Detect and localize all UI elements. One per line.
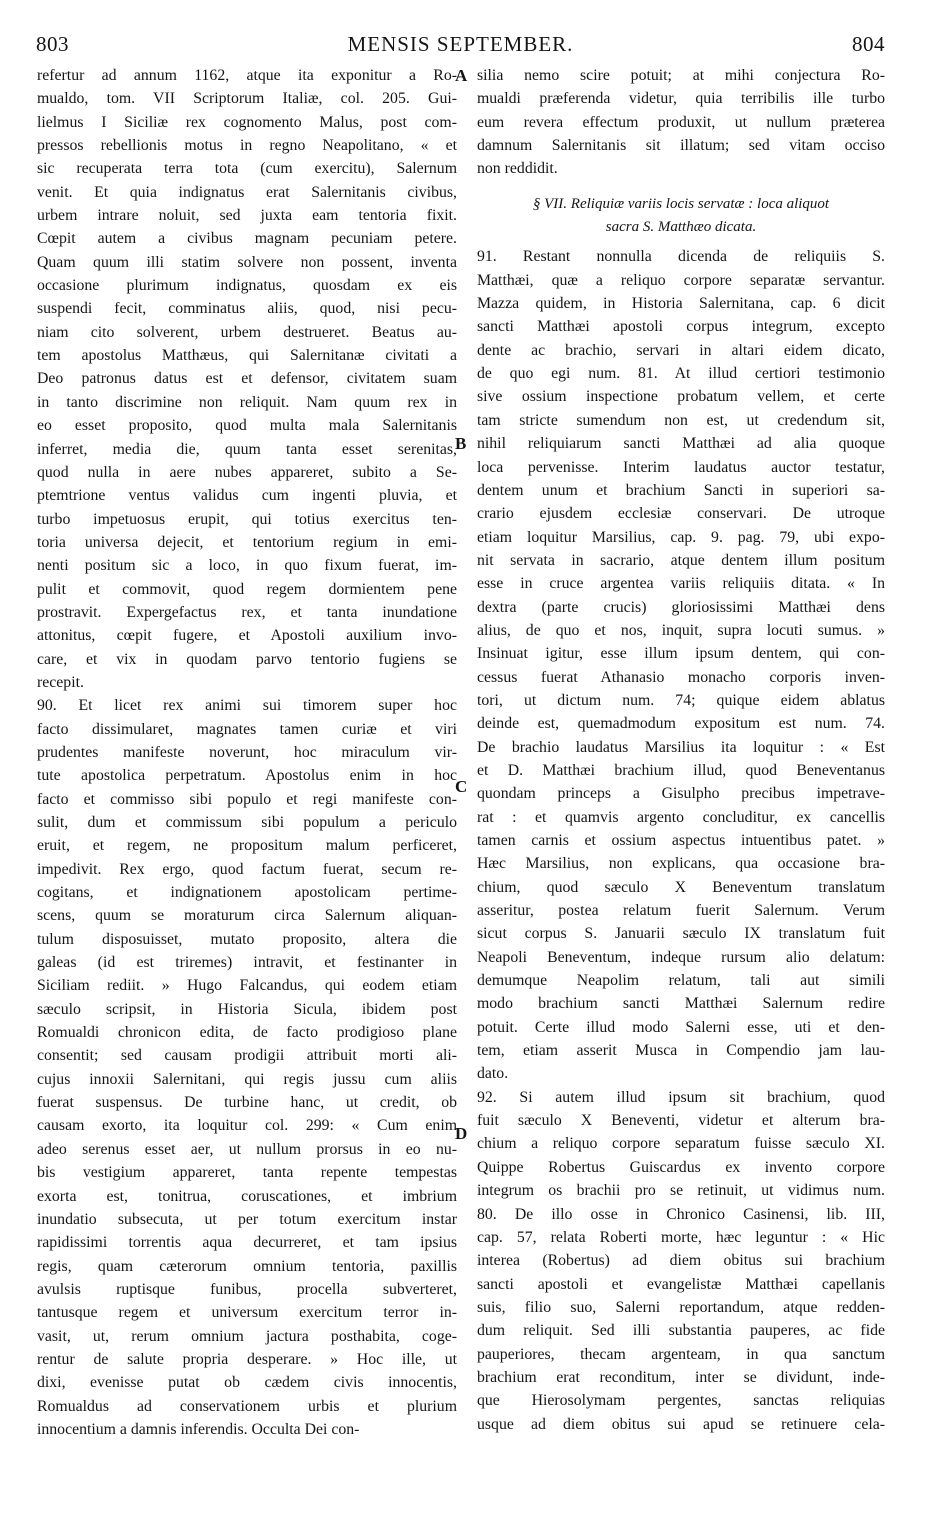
text-line: urbem intrare noluit, sed juxta eam tentoria fixit. [37,207,457,225]
text-line: niam cito solverent, urbem destrueret. Beatus au- [37,323,457,341]
text-line: mualdo, tom. VII Scriptorum Italiæ, col. 205. Gui- [37,90,457,108]
text-line: Hæc Marsilius, non explicans, qua occasione bra- [477,855,885,873]
text-line: rat : et quamvis argento concluditur, ex cancellis [477,808,885,826]
section-title: sacra S. Matthæo dicata. [605,219,757,236]
text-line: Siciliam rediit. » Hugo Falcandus, qui eodem etiam [37,977,457,995]
text-line: etiam loquitur Marsilius, cap. 9. pag. 79, ubi expo- [477,528,885,546]
text-line: tantusque regem et universum exercitum terror in- [37,1304,457,1322]
text-line: tam stricte sumendum non est, ut credendum sit, [477,411,885,429]
text-line: Quippe Robertus Guiscardus ex invento corpore [477,1158,885,1176]
text-line: causam exorto, ita loquitur col. 299: « Cum enim [37,1117,457,1135]
text-line: suspendi fecit, comminatus aliis, quod, nisi pecu- [37,300,457,318]
text-line: Romualdus ad conservationem urbis et plurium [37,1397,457,1415]
text-line: consentit; sed causam prodigii attribuit morti ali- [37,1047,457,1065]
text-line: tori, ut dictum num. 74; quique eidem ablatus [477,691,885,709]
text-line: et D. Matthæi brachium illud, quod Beneventanus [477,761,885,779]
text-line: dum reliquit. Sed illi substantia pauperes, ac fide [477,1322,885,1340]
text-line: Deo patronus datus est et defensor, civitatem suam [37,370,457,388]
text-line: Matthæi, quæ a reliquo corpore separatæ servantur. [477,271,885,289]
text-line: ptemtrione ventus validus cum ingenti pluvia, et [37,487,457,505]
text-line: pressos rebellionis motus in regno Neapolitano, « et [37,137,457,155]
text-line: Insinuat igitur, esse illum ipsum dentem, qui con- [477,645,885,663]
text-line: usque ad diem obitus sui apud se retinuere cela- [477,1415,885,1433]
running-title: MENSIS SEPTEMBER. [347,32,574,56]
text-line: chium a reliquo corpore separatum fuisse sæculo XI. [477,1135,885,1153]
text-line: De brachio laudatus Marsilius ita loquitur : « Est [477,738,885,756]
page-header [36,32,885,62]
spacer [477,181,885,193]
text-line: deinde est, quemadmodum expositum est num. 74. [477,715,885,733]
text-line: tulum disposuisset, mutato proposito, altera die [37,930,457,948]
text-line: tem apostolus Matthæus, qui Salernitanæ civitati a [37,347,457,365]
text-line: tamen carnis et ossium aspectus intuentibus patet. » [477,832,885,849]
text-line: 92. Si autem illud ipsum sit brachium, quod [477,1088,885,1106]
text-line: impedivit. Rex ergo, quod factum fuerat, secum re- [37,860,457,878]
text-line: Neapoli Beneventum, indeque rursum alio delatum: [477,948,885,966]
text-line: avulsis ruptisque funibus, procella subverteret, [37,1280,457,1298]
text-line: eruit, et regem, ne propositum malum perficeret, [37,837,457,855]
text-line: nihil reliquiarum sancti Matthæi ad alia quoque [477,435,885,453]
text-line: loca pervenisse. Interim laudatus auctor testatur, [477,458,885,476]
right-page-number: 804 [852,32,885,56]
text-line: scens, quum se moraturum circa Salernum aliquan- [37,907,457,925]
text-line: modo brachium sancti Matthæi Salernum redire [477,995,885,1013]
text-line: venit. Et quia indignatus erat Salernitanis civibus, [37,183,457,201]
text-line: toria universa dejecit, et tentorium regium in emi- [37,533,457,551]
text-line: inundatio subsecuta, ut per totum exercitum instar [37,1210,457,1228]
text-line: rentur de salute propria desperare. » Hoc ille, ut [37,1350,457,1368]
margin-marker-b: B [455,434,467,453]
text-line: prostravit. Expergefactus rex, et tanta inundatione [37,603,457,621]
text-line: quod nulla in aere nubes appareret, subito a Se- [37,463,457,481]
text-line: dextra (parte crucis) gloriosissimi Matthæi dens [477,598,885,616]
text-line: demumque Neapolim relatum, tali aut simili [477,972,885,990]
text-line: damnum Salernitanis sit illatum; sed vitam occiso [477,137,885,155]
text-line: Mazza quidem, in Historia Salernitana, cap. 6 dicit [477,295,885,313]
text-line: silia nemo scire potuit; at mihi conjectura Ro- [477,67,885,84]
text-line: sulit, dum et commissum sibi populum a periculo [37,814,457,831]
text-line: nit servata in sacrario, atque dentem illum positum [477,551,885,569]
text-line: dentem unum et brachium Sancti in superiori sa- [477,481,885,499]
text-line: sancti Matthæi apostoli corpus integrum, excepto [477,318,885,336]
text-line: cujus innoxii Salernitani, qui regis jussu cum aliis [37,1070,457,1088]
left-page-number: 803 [36,32,69,56]
text-line: facto et commisso sibi populo et regi manifeste con- [37,790,457,808]
margin-marker-a: A [455,66,468,85]
section-title: § VII. Reliquiæ variis locis servatæ : loca aliquot [532,195,830,212]
text-line: sic recuperata terra tota (cum exercitu), Salernum [37,160,457,178]
text-line: Romualdi chronicon edita, de facto prodigioso plane [37,1024,457,1042]
text-line: bis vestigium appareret, tanta repente tempestas [37,1164,457,1182]
text-line: regis, quam cæterorum omnium tentoria, paxillis [37,1257,457,1275]
text-line: crario ejusdem ecclesiæ conservari. De utroque [477,505,885,523]
text-line: quondam princeps a Gisulpho precibus impetrave- [477,785,885,803]
text-line: sancti apostoli et evangelistæ Matthæi capellanis [477,1275,885,1293]
text-line: dato. [477,1065,509,1083]
text-line: lielmus I Siciliæ rex cognomento Malus, post com- [37,113,457,131]
text-line: rapidissimi torrentis aqua decurreret, et tam ipsius [37,1234,457,1252]
text-line: cessus fuerat Athanasio monacho corporis inven- [477,668,885,686]
text-line: non reddidit. [477,160,558,178]
text-line: prudentes manifeste noverunt, hoc miraculum vir- [37,743,457,761]
text-line: exorta est, tonitrua, coruscationes, et imbrium [37,1187,457,1205]
text-line: 91. Restant nonnulla dicenda de reliquiis S. [477,248,885,266]
text-line: 90. Et licet rex animi sui timorem super hoc [37,697,457,715]
text-line: alius, de quo et nos, inquit, supra locuti sumus. » [477,621,885,639]
text-line: pulit et commovit, quod regem dormientem pene [37,580,457,598]
text-line: attonitus, cœpit fugere, et Apostoli auxilium invo- [37,627,457,645]
text-line: dixi, evenisse putat ob cædem civis innocentis, [37,1374,457,1392]
text-line: mualdi præferenda videtur, quia terribilis ille turbo [477,90,885,108]
text-line: asseritur, postea relatum fuerit Salernum. Verum [477,902,885,920]
text-line: Cœpit autem a civibus magnam pecuniam petere. [37,230,457,248]
text-line: in tanto discrimine non reliquit. Nam quum rex in [37,393,457,411]
text-line: fuit sæculo X Beneventi, videtur et alterum bra- [477,1112,885,1130]
text-line: fuerat suspensus. De turbine hanc, ut credit, ob [37,1094,457,1112]
text-line: chium, quod sæculo X Beneventum translatum [477,878,885,896]
text-line: sæculo scripsit, in Historia Sicula, ibidem post [37,1000,457,1018]
right-column [477,64,885,1436]
text-line: eo esset proposito, quod multa mala Salernitanis [37,417,457,435]
text-line: pauperiores, thecam argenteam, in qua sanctum [477,1345,885,1363]
text-line: recepit. [37,673,84,691]
text-line: adeo serenus esset aer, ut nullum prorsus in eo nu- [37,1140,457,1158]
text-line: eum revera effectum produxit, ut nullum præterea [477,113,885,131]
text-line: integrum os brachii pro se retinuit, ut vidimus num. [477,1182,885,1200]
text-line: refertur ad annum 1162, atque ita exponitur a Ro- [37,67,457,84]
text-line: vasit, ut, rerum omnium jactura posthabita, coge- [37,1327,457,1345]
text-line: turbo impetuosus erupit, qui totius exercitus ten- [37,510,457,528]
text-line: sicut corpus S. Januarii sæculo IX translatum fuit [477,925,885,943]
text-line: galeas (id est triremes) intravit, et festinanter in [37,954,457,972]
text-line: care, et vix in quodam parvo tentorio fugiens se [37,650,457,668]
text-line: brachium erat reconditum, inter se dividunt, inde- [477,1368,885,1386]
text-line: cap. 57, relata Roberti morte, hæc leguntur : « Hic [477,1228,885,1246]
text-line: tute apostolica perpetratum. Apostolus enim in hoc [37,767,457,785]
text-line: nenti positum sic a loco, in quo fixum fuerat, im- [37,557,457,575]
text-line: facto dissimularet, magnates tamen curiæ et viri [37,720,457,738]
text-line: Quam quum illi statim solvere non possent, inventa [37,253,457,271]
text-line: sive ossium inspectione probatum vellem, et certe [477,388,885,406]
text-line: que Hierosolymam pergentes, sanctas reliquias [477,1392,885,1410]
margin-marker-d: D [455,1124,468,1143]
text-line: occasione plurimum indignatus, quosdam ex eis [37,277,457,295]
text-line: de quo egi num. 81. At illud certiori testimonio [477,365,885,383]
text-line: innocentium a damnis inferendis. Occulta Dei con- [37,1420,360,1438]
text-line: suis, filio suo, Salerni reportandum, atque redden- [477,1298,885,1316]
margin-marker-c: C [455,777,468,796]
text-line: inferret, media die, quum tanta esset serenitas, [37,440,457,458]
text-line: dente ac brachio, servari in altari eidem dicato, [477,341,885,359]
text-line: interea (Robertus) ad diem obitus sui brachium [477,1252,885,1270]
text-line: esse in cruce argentea variis reliquiis ditata. « In [477,575,885,593]
text-line: tem, etiam asserit Musca in Compendio jam lau- [477,1042,885,1060]
text-line: cogitans, et indignationem apostolicam pertime- [37,884,457,902]
left-column [37,64,457,1441]
text-line: potuit. Certe illud modo Salerni esse, uti et den- [477,1018,885,1036]
text-line: 80. De illo osse in Chronico Casinensi, lib. III, [477,1205,885,1223]
